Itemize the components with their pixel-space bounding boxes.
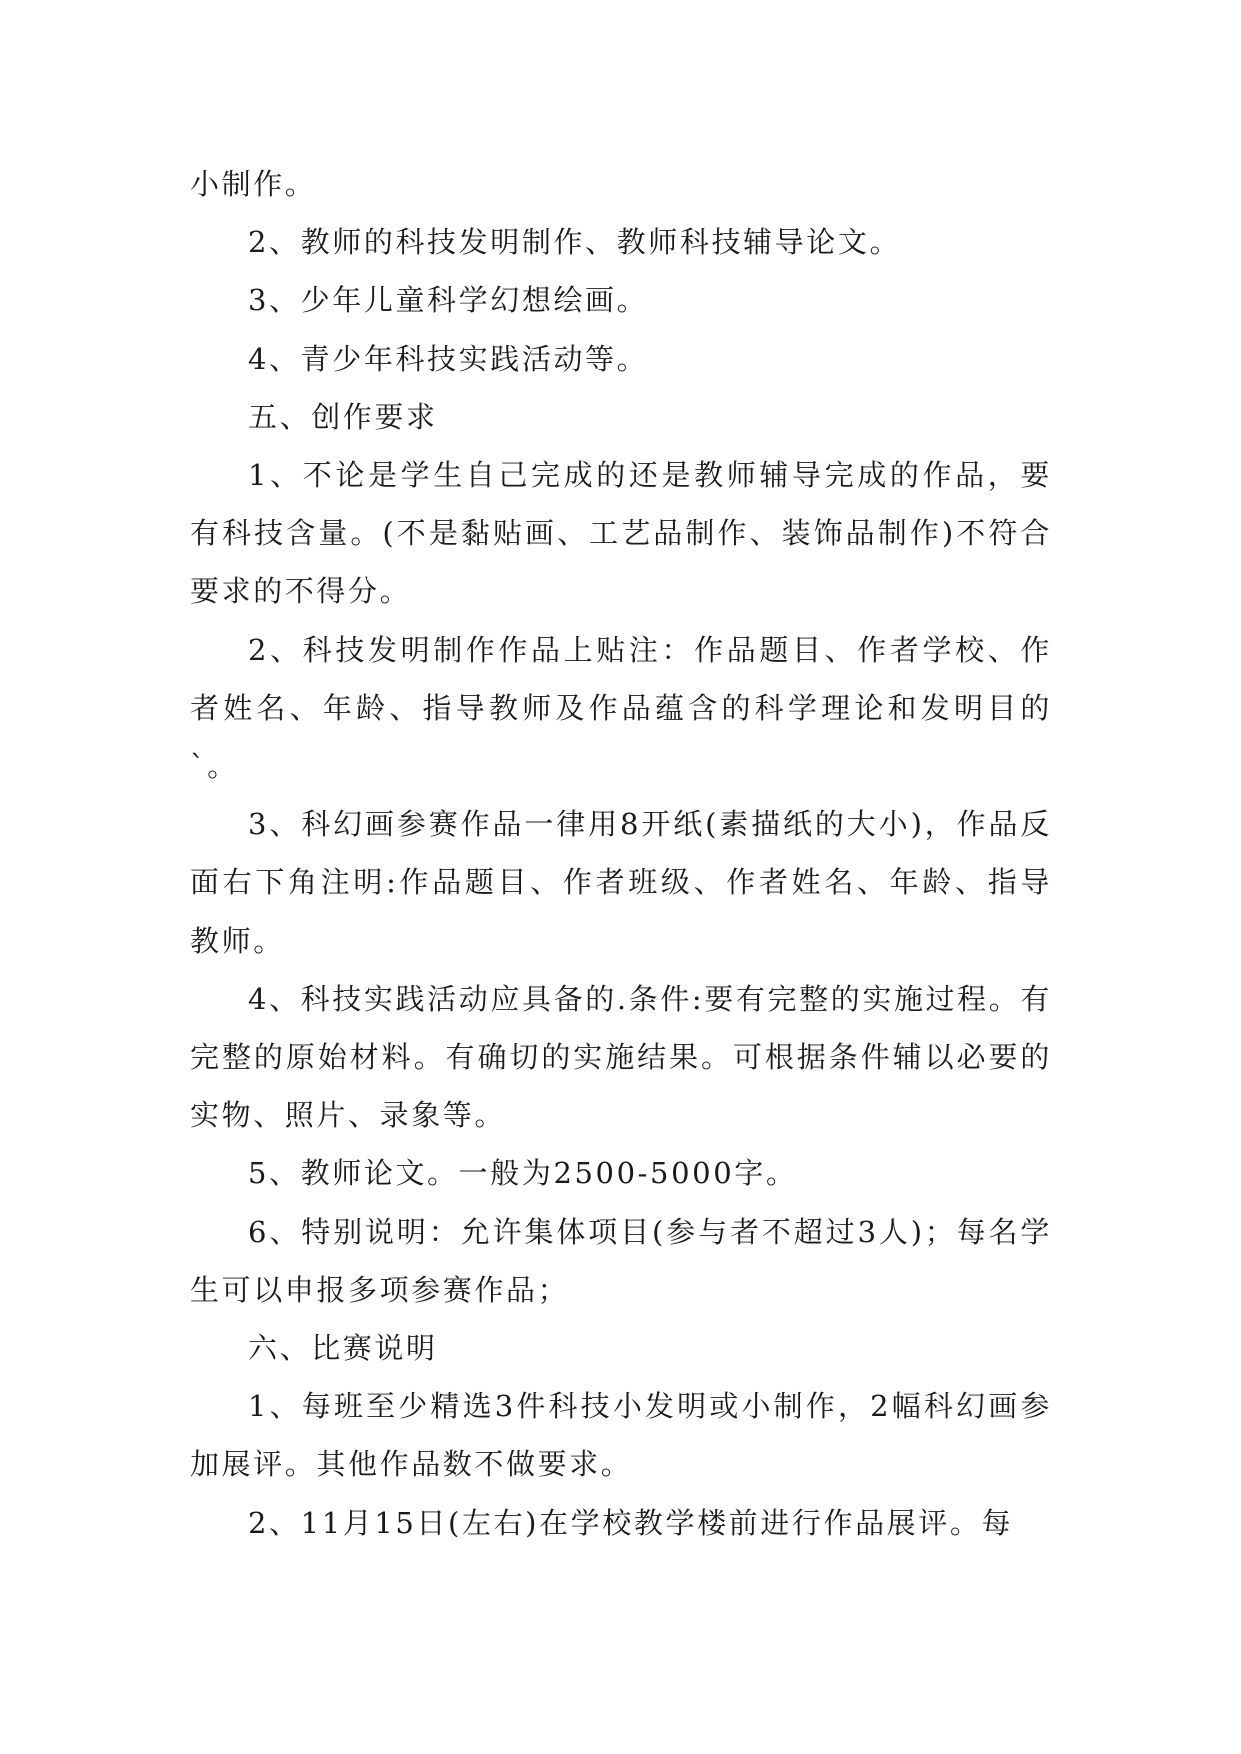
paragraph-competition-note-2: 2、11月15日(左右)在学校教学楼前进行作品展评。每 bbox=[248, 1505, 1014, 1540]
paragraph-competition-note-1: 1、每班至少精选3件科技小发明或小制作，2幅科幻画参加展评。其他作品数不做要求。 bbox=[190, 1389, 1052, 1482]
paragraph-continuation: 小制作。 bbox=[190, 167, 317, 201]
section-heading-creation-requirements: 五、创作要求 bbox=[248, 399, 438, 434]
document-body bbox=[190, 155, 1052, 1552]
paragraph-item-3-science-fantasy-painting: 3、少年儿童科学幻想绘画。 bbox=[248, 283, 649, 318]
paragraph-requirement-1: 1、不论是学生自己完成的还是教师辅导完成的作品，要有科技含量。(不是黏贴画、工艺品制作、装饰品制作)不符合要求的不得分。 bbox=[190, 458, 1052, 609]
paragraph-requirement-4: 4、科技实践活动应具备的.条件:要有完整的实施过程。有完整的原始材料。有确切的实施结果。可根据条件辅以必要的实物、照片、录象等。 bbox=[190, 981, 1052, 1133]
paragraph-requirement-5: 5、教师论文。一般为2500-5000字。 bbox=[248, 1156, 798, 1191]
section-heading-competition-notes: 六、比赛说明 bbox=[248, 1331, 438, 1366]
paragraph-item-2-teacher-works: 2、教师的科技发明制作、教师科技辅导论文。 bbox=[248, 225, 902, 260]
paragraph-requirement-3: 3、科幻画参赛作品一律用8开纸(素描纸的大小)，作品反面右下角注明:作品题目、作者班级、作者姓名、年龄、指导教师。 bbox=[190, 807, 1052, 958]
paragraph-item-4-practice-activities: 4、青少年科技实践活动等。 bbox=[248, 341, 649, 376]
paragraph-requirement-2: 2、科技发明制作作品上贴注：作品题目、作者学校、作者姓名、年龄、指导教师及作品蕴含的科学理论和发明目的`。 bbox=[190, 632, 1052, 784]
paragraph-requirement-6: 6、特别说明：允许集体项目(参与者不超过3人)；每名学生可以申报多项参赛作品； bbox=[190, 1214, 1052, 1307]
